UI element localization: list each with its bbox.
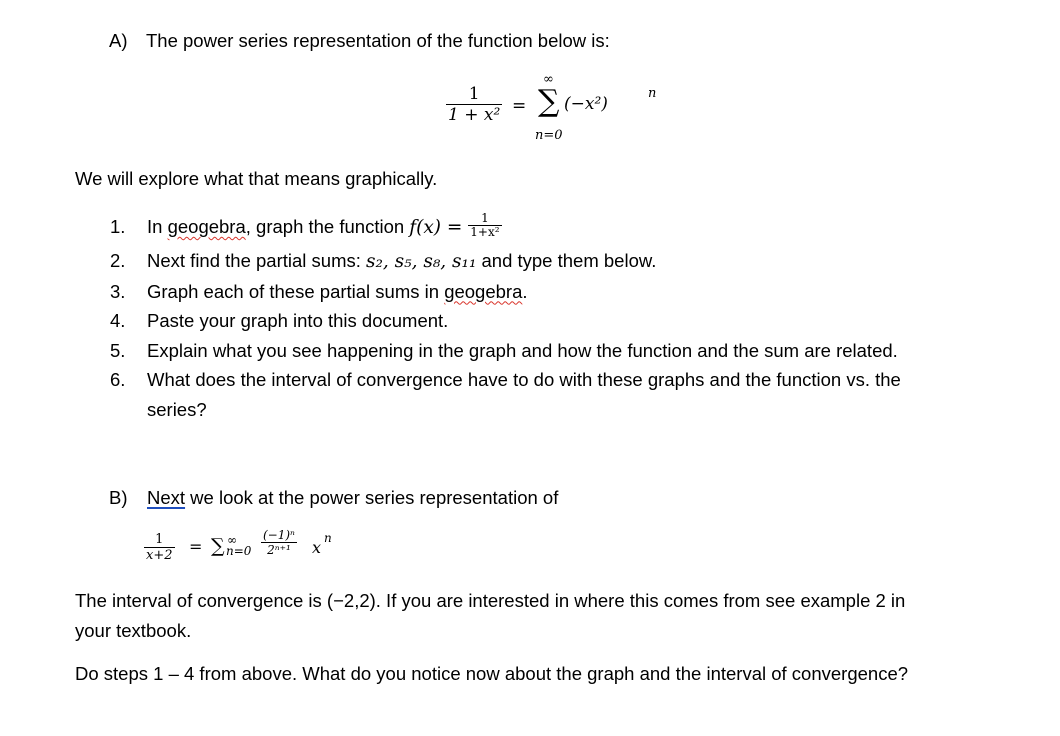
list-number: 1. [110, 216, 126, 237]
equation-b-fraction [144, 532, 175, 563]
equation-a-exponent: n [648, 86, 657, 101]
step-text: series? [147, 398, 207, 420]
section-b-heading-text: we look at the power series representation of [185, 487, 559, 508]
equation-b-var: x [312, 538, 322, 557]
equation-a-sum-lower: n=0 [535, 128, 563, 143]
equation-b-equals: = [189, 537, 203, 556]
equation-a-denominator: 1 + x² [448, 105, 501, 125]
function-numerator: 1 [481, 210, 489, 225]
power-series-equation-b [144, 528, 364, 570]
step-text: , graph the function [245, 216, 410, 237]
equation-a-sum-upper: ∞ [543, 72, 554, 87]
interval-text-line2: your textbook. [75, 620, 192, 641]
equation-b-coefficient [261, 528, 297, 557]
section-b-label: B) [109, 487, 128, 508]
equation-b-coef-numerator: (−1)ⁿ [263, 528, 295, 542]
list-item [110, 212, 1010, 246]
equation-b-numerator: 1 [155, 532, 164, 547]
sigma-icon: ∑ [538, 84, 560, 119]
equation-a-term: (−x²) [564, 94, 608, 114]
next-link[interactable]: Next [147, 487, 186, 508]
list-number: 3. [110, 280, 126, 302]
steps-list [110, 212, 1010, 424]
final-question: Do steps 1 – 4 from above. What do you notice now about the graph and the interval of convergence? [75, 663, 909, 684]
list-item [110, 336, 1010, 366]
partial-sums: s₂, s₅, s₈, s₁₁ [366, 251, 477, 272]
section-b-heading [147, 487, 558, 509]
sigma-icon: ∑ [211, 535, 225, 557]
step-text: and type them below. [476, 250, 657, 271]
list-item [110, 365, 1010, 424]
list-item [110, 306, 1010, 336]
equation-a-fraction [446, 84, 502, 125]
step-text: In [147, 216, 168, 237]
geogebra-link[interactable]: geogebra [167, 216, 246, 237]
step-text: Paste your graph into this document. [147, 310, 449, 331]
step-text: What does the interval of convergence have to do with these graphs and the function vs. the [147, 369, 901, 390]
section-a-label: A) [109, 30, 128, 51]
equation-b-sum-lower: n=0 [226, 544, 252, 558]
intro-text: We will explore what that means graphically. [75, 168, 438, 189]
function-denominator: 1+x² [470, 224, 500, 239]
equation-a-numerator: 1 [468, 84, 480, 104]
list-number: 6. [110, 369, 126, 390]
section-a-heading: The power series representation of the function below is: [146, 30, 610, 51]
step-text: . [522, 280, 528, 302]
step-text: Explain what you see happening in the graph and how the function and the sum are related. [147, 339, 898, 361]
list-number: 4. [110, 310, 126, 331]
list-number: 2. [110, 250, 126, 271]
function-fraction [468, 212, 501, 239]
interval-text-line1: The interval of convergence is (−2,2). If you are interested in where this comes from see example 2 in [75, 590, 906, 611]
geogebra-link[interactable]: geogebra [444, 280, 523, 302]
list-item [110, 277, 1010, 307]
list-number: 5. [110, 339, 126, 361]
list-item [110, 246, 1010, 277]
equation-b-denominator: x+2 [146, 548, 173, 563]
step-text: Graph each of these partial sums in [147, 280, 445, 302]
function-label: f(x) = [409, 217, 469, 238]
equation-b-coef-denominator: 2ⁿ⁺¹ [267, 543, 291, 557]
equation-a-equals: = [512, 96, 527, 116]
equation-b-exponent: n [324, 531, 332, 545]
step-text: Next find the partial sums: [147, 250, 367, 271]
equation-b-sum-upper: ∞ [227, 533, 237, 547]
